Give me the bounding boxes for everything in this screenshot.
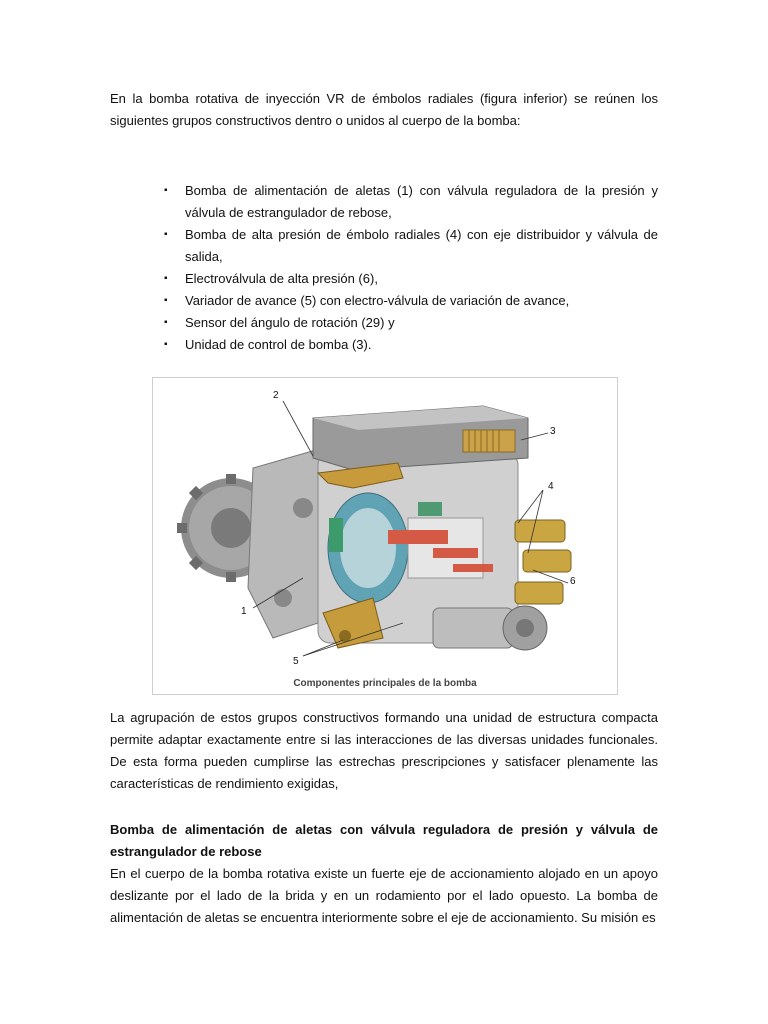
pump-cutaway-illustration xyxy=(153,378,617,694)
figure-caption: Componentes principales de la bomba xyxy=(293,678,477,689)
callout-label: 5 xyxy=(293,656,299,667)
vane-pump-part xyxy=(329,518,343,552)
list-item-text: Sensor del ángulo de rotación (29) y xyxy=(185,315,395,330)
callout-label: 4 xyxy=(548,481,554,492)
list-item xyxy=(110,290,658,312)
list-item xyxy=(110,224,658,268)
callout-label: 2 xyxy=(273,390,279,401)
component-list xyxy=(110,180,658,356)
list-item-text: Electroválvula de alta presión (6), xyxy=(185,271,378,286)
list-item-text: Variador de avance (5) con electro-válvula de variación de avance, xyxy=(185,293,570,308)
callout-label: 3 xyxy=(550,426,556,437)
control-unit xyxy=(313,406,528,470)
section-heading: Bomba de alimentación de aletas con válvula reguladora de presión y válvula de estrangulador de rebose xyxy=(110,822,658,859)
bullet-icon: ▪ xyxy=(164,185,168,196)
body-paragraph: La agrupación de estos grupos constructivos formando una unidad de estructura compacta permite adaptar exactamente entre si las interacciones de las diversas unidades funcionales. De esta forma pueden cumplirse las estrechas prescripciones y satisfacer plenamente las características de rendimiento exigidas, xyxy=(110,710,658,791)
callout-label: 1 xyxy=(241,606,247,617)
list-item-text: Unidad de control de bomba (3). xyxy=(185,337,372,352)
list-item xyxy=(110,312,658,334)
body-paragraph: En el cuerpo de la bomba rotativa existe un fuerte eje de accionamiento alojado en un apoyo deslizante por el lado de la brida y en un rodamiento por el lado opuesto. La bomba de alimentación de aletas se encuentra interiormente sobre el eje de accionamiento. Su misión es xyxy=(110,866,658,925)
bullet-icon: ▪ xyxy=(164,317,168,328)
intro-paragraph: En la bomba rotativa de inyección VR de émbolos radiales (figura inferior) se reúnen los siguientes grupos constructivos dentro o unidos al cuerpo de la bomba: xyxy=(110,91,658,128)
pump-figure xyxy=(152,377,618,695)
list-item xyxy=(110,334,658,356)
bullet-icon: ▪ xyxy=(164,295,168,306)
list-item xyxy=(110,180,658,224)
list-item xyxy=(110,268,658,290)
callout-label: 6 xyxy=(570,576,576,587)
bullet-icon: ▪ xyxy=(164,339,168,350)
document-page xyxy=(110,88,658,929)
solenoid-valve xyxy=(433,606,547,650)
list-item-text: Bomba de alimentación de aletas (1) con válvula reguladora de la presión y válvula de estrangulador de rebose, xyxy=(185,183,658,220)
list-item-text: Bomba de alta presión de émbolo radiales (4) con eje distribuidor y válvula de salida, xyxy=(185,227,658,264)
bullet-icon: ▪ xyxy=(164,273,168,284)
outlet-fittings xyxy=(515,520,571,604)
bullet-icon: ▪ xyxy=(164,229,168,240)
